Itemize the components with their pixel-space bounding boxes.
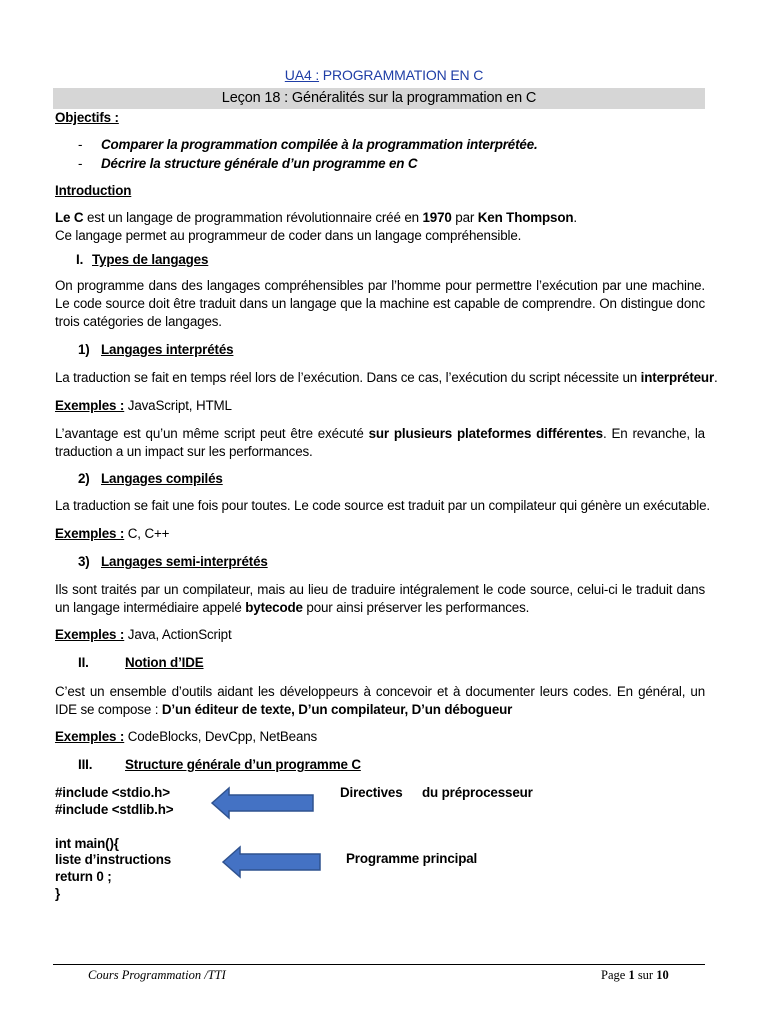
objective-bullet-1: - <box>78 137 83 152</box>
objectives-heading: Objectifs : <box>55 110 119 125</box>
lesson-title: Leçon 18 : Généralités sur la programmation en C <box>53 88 705 109</box>
examples-label: Exemples : <box>55 526 125 541</box>
section-2-examples <box>55 729 317 744</box>
arrow-left-icon <box>221 845 323 879</box>
sub-1-text-a: La traduction se fait en temps réel lors de l’exécution. Dans ce cas, l’exécution du script nécessite un <box>55 370 641 385</box>
section-1-text: On programme dans des langages compréhensibles par l’homme pour permettre l’exécution par une machine. Le code source doit être traduit dans un langage que la machine est capable de comprendre. On distingue donc trois catégories de langages. <box>55 278 705 329</box>
examples-value: JavaScript, HTML <box>124 398 232 413</box>
unit-name: PROGRAMMATION EN C <box>319 67 484 83</box>
sub-1-title: Langages interprétés <box>101 342 234 357</box>
code-line-3: int main(){ <box>55 836 119 851</box>
intro-heading: Introduction <box>55 183 132 198</box>
footer-page-number <box>601 968 669 983</box>
section-3-title: Structure générale d’un programme C <box>125 757 361 772</box>
section-2-title: Notion d’IDE <box>125 655 204 670</box>
examples-value: CodeBlocks, DevCpp, NetBeans <box>124 729 318 744</box>
page-label: Page <box>601 968 629 982</box>
intro-line-2: Ce langage permet au programmeur de coder dans un langage compréhensible. <box>55 228 522 243</box>
examples-label: Exemples : <box>55 398 125 413</box>
objective-item-1: Comparer la programmation compilée à la programmation interprétée. <box>101 137 538 152</box>
advantage-text-c: . En revanche, la traduction a un impact sur les performances. <box>55 426 705 459</box>
code-line-5: return 0 ; <box>55 869 112 884</box>
intro-year: 1970 <box>422 210 452 225</box>
page-total: 10 <box>656 968 669 982</box>
sub-1-text <box>55 370 718 385</box>
sub-3-keyword: bytecode <box>245 600 303 615</box>
sub-3-text-c: pour ainsi préserver les performances. <box>302 600 530 615</box>
sub-2-text: La traduction se fait une fois pour toutes. Le code source est traduit par un compilateur qui génère un exécutable. <box>55 498 710 513</box>
objective-item-2: Décrire la structure générale d’un programme en C <box>101 156 418 171</box>
intro-author: Ken Thompson <box>477 210 574 225</box>
sub-3-examples <box>55 627 232 642</box>
unit-prefix: UA4 : <box>284 67 320 83</box>
sub-1-keyword: interpréteur <box>640 370 715 385</box>
footer-course: Cours Programmation /TTI <box>88 968 226 982</box>
advantage-text-a: L’avantage est qu’un même script peut être exécuté <box>55 426 369 441</box>
objective-bullet-2: - <box>78 156 83 171</box>
section-3-number: III. <box>78 757 93 772</box>
intro-text-by: par <box>451 210 478 225</box>
section-2-text <box>55 683 705 719</box>
sub-1-advantage <box>55 425 705 461</box>
code-line-1: #include <stdio.h> <box>55 785 170 800</box>
sub-3-number: 3) <box>78 554 90 569</box>
sub-1-number: 1) <box>78 342 90 357</box>
intro-lang-name: Le C <box>55 210 84 225</box>
advantage-keyword: sur plusieurs plateformes différentes <box>368 426 603 441</box>
code-line-6: } <box>55 886 61 901</box>
code-line-2: #include <stdlib.h> <box>55 802 174 817</box>
intro-line-1 <box>55 210 577 225</box>
section-1-number: I. <box>76 252 84 267</box>
sub-1-text-c: . <box>714 370 718 385</box>
arrow-left-icon <box>210 786 316 820</box>
examples-label: Exemples : <box>55 729 125 744</box>
examples-label: Exemples : <box>55 627 125 642</box>
examples-value: C, C++ <box>124 526 170 541</box>
footer-divider <box>53 964 705 965</box>
intro-period: . <box>573 210 577 225</box>
code-line-4: liste d’instructions <box>55 852 172 867</box>
label-preprocessor: du préprocesseur <box>422 785 533 800</box>
sub-1-examples <box>55 398 232 413</box>
sub-2-number: 2) <box>78 471 90 486</box>
page-of: sur <box>634 968 657 982</box>
sub-2-title: Langages compilés <box>101 471 223 486</box>
sub-3-text-a: Ils sont traités par un compilateur, mais au lieu de traduire intégralement le code source, celui-ci le traduit dans un langage intermédiaire appelé <box>55 582 705 615</box>
sub-2-examples <box>55 526 169 541</box>
intro-text: est un langage de programmation révolutionnaire créé en <box>83 210 423 225</box>
unit-title <box>0 67 768 83</box>
section-2-number: II. <box>78 655 89 670</box>
ide-text-a: C’est un ensemble d’outils aidant les développeurs à concevoir et à documenter leurs codes. En général, un IDE se compose : <box>55 684 705 717</box>
page-current: 1 <box>628 968 635 982</box>
sub-3-title: Langages semi-interprétés <box>101 554 268 569</box>
label-main-program: Programme principal <box>346 851 478 866</box>
sub-3-text <box>55 581 705 617</box>
ide-components: D’un éditeur de texte, D’un compilateur, D’un débogueur <box>161 702 513 717</box>
section-1-title: Types de langages <box>92 252 209 267</box>
label-directives: Directives <box>340 785 403 800</box>
examples-value: Java, ActionScript <box>124 627 232 642</box>
